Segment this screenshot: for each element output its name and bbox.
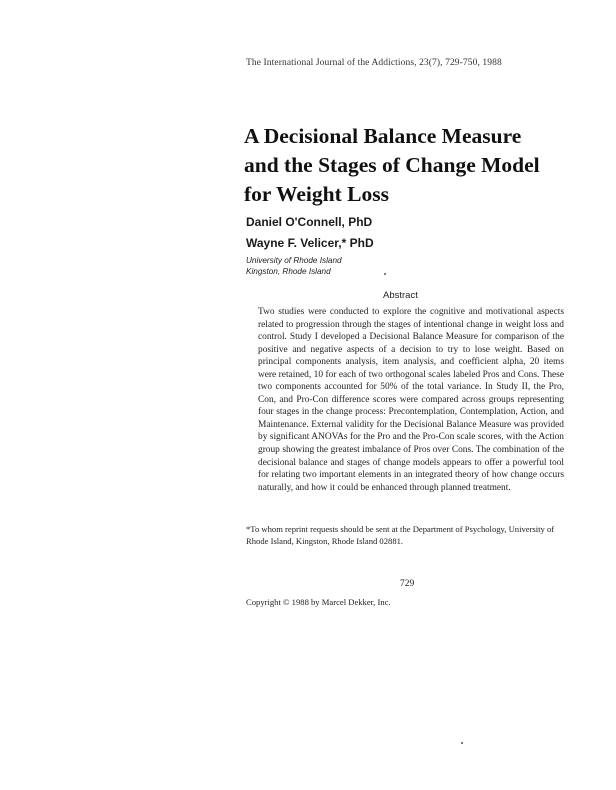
journal-citation: The International Journal of the Addictions, 23(7), 729-750, 1988 xyxy=(246,58,502,68)
abstract-heading: Abstract xyxy=(383,290,418,301)
scan-speck xyxy=(384,273,386,275)
abstract-body: Two studies were conducted to explore the cognitive and motivational aspects related to progression through the stages of intentional change in weight loss and control. Study I developed a Decisional Balance Measure for comparison of the positive and negative aspects of a decision to try to lose weight. Based on principal components analysis, item analysis, and coefficient alpha, 20 items were retained, 10 for each of two orthogonal scales labeled Pros and Cons. These two components accounted for 50% of the total variance. In Study II, the Pro, Con, and Pro-Con difference scores were compared across groups representing four stages in the change process: Precontemplation, Contemplation, Action, and Maintenance. External validity for the Decisional Balance Measure was provided by significant ANOVAs for the Pro and the Pro-Con scale scores, with the Action group showing the greatest imbalance of Pros over Cons. The combination of the decisional balance and stages of change models appears to offer a powerful tool for relating two important elements in an integrated theory of how change occurs naturally, and how it could be enhanced through planned treatment. xyxy=(258,307,564,493)
article-title xyxy=(244,122,574,209)
copyright-line: Copyright © 1988 by Marcel Dekker, Inc. xyxy=(246,597,391,607)
title-line-1: A Decisional Balance Measure xyxy=(244,124,522,148)
footnote: *To whom reprint requests should be sent at the Department of Psychology, University of Rhode Island, Kingston, Rhode Island 02881. xyxy=(246,524,555,546)
title-line-2: and the Stages of Change Model xyxy=(244,153,540,177)
affiliation-institution: University of Rhode Island xyxy=(246,256,342,265)
title-line-3: for Weight Loss xyxy=(244,182,389,206)
scan-speck xyxy=(461,742,463,744)
author-2: Wayne F. Velicer,* PhD xyxy=(246,236,374,250)
author-1: Daniel O'Connell, PhD xyxy=(246,215,373,229)
affiliation-location: Kingston, Rhode Island xyxy=(246,267,331,276)
page-number: 729 xyxy=(400,579,415,589)
